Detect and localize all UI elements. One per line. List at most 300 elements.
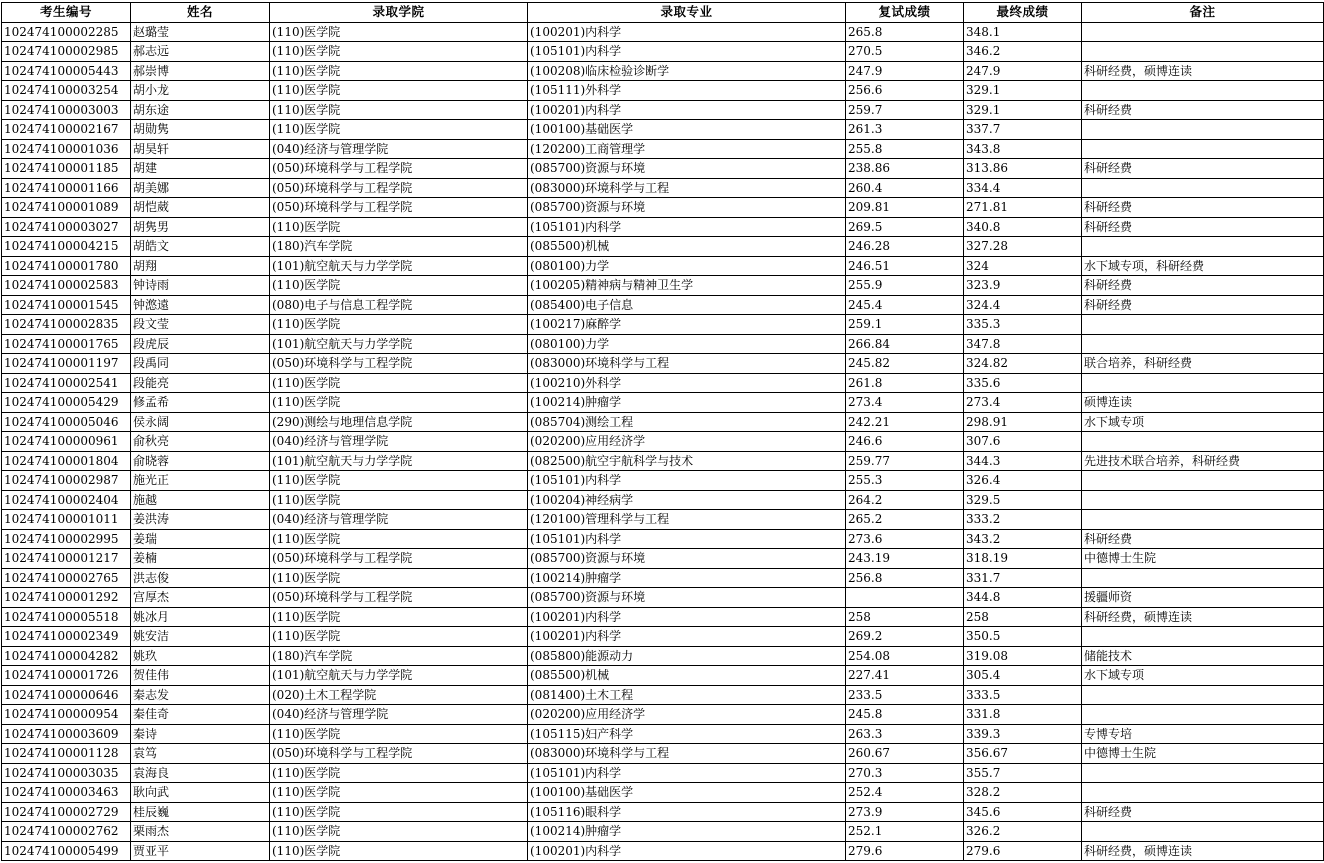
cell-college: (110)医学院 — [270, 568, 528, 588]
cell-name: 赵璐莹 — [131, 22, 270, 42]
cell-remarks — [1082, 490, 1324, 510]
cell-name: 秦佳奇 — [131, 705, 270, 725]
cell-final-score: 279.6 — [964, 841, 1082, 861]
cell-name: 段文莹 — [131, 315, 270, 335]
cell-candidate-id: 102474100001765 — [2, 334, 131, 354]
cell-name: 胡建 — [131, 159, 270, 179]
cell-major: (020200)应用经济学 — [528, 705, 846, 725]
cell-major: (100201)内科学 — [528, 100, 846, 120]
cell-name: 姜楠 — [131, 549, 270, 569]
table-row — [2, 373, 1324, 393]
cell-retest-score: 265.8 — [846, 22, 964, 42]
cell-major: (100214)肿瘤学 — [528, 822, 846, 842]
cell-candidate-id: 102474100004215 — [2, 237, 131, 257]
cell-major: (100214)肿瘤学 — [528, 568, 846, 588]
cell-candidate-id: 102474100003003 — [2, 100, 131, 120]
cell-major: (100205)精神病与精神卫生学 — [528, 276, 846, 296]
cell-retest-score: 259.77 — [846, 451, 964, 471]
cell-name: 胡东途 — [131, 100, 270, 120]
cell-retest-score: 261.3 — [846, 120, 964, 140]
cell-candidate-id: 102474100003463 — [2, 783, 131, 803]
cell-major: (083000)环境科学与工程 — [528, 744, 846, 764]
cell-final-score: 346.2 — [964, 42, 1082, 62]
cell-candidate-id: 102474100001128 — [2, 744, 131, 764]
cell-final-score: 343.8 — [964, 139, 1082, 159]
cell-college: (040)经济与管理学院 — [270, 510, 528, 530]
cell-candidate-id: 102474100000961 — [2, 432, 131, 452]
header-row — [2, 3, 1324, 23]
cell-candidate-id: 102474100002404 — [2, 490, 131, 510]
cell-candidate-id: 102474100001804 — [2, 451, 131, 471]
table-row — [2, 471, 1324, 491]
cell-remarks: 专博专培 — [1082, 724, 1324, 744]
cell-final-score: 340.8 — [964, 217, 1082, 237]
cell-name: 姜洪涛 — [131, 510, 270, 530]
cell-final-score: 326.2 — [964, 822, 1082, 842]
cell-name: 胡皓文 — [131, 237, 270, 257]
cell-candidate-id: 102474100002762 — [2, 822, 131, 842]
cell-retest-score: 255.9 — [846, 276, 964, 296]
cell-remarks — [1082, 432, 1324, 452]
cell-remarks: 科研经费，硕博连读 — [1082, 607, 1324, 627]
cell-retest-score: 266.84 — [846, 334, 964, 354]
table-row — [2, 724, 1324, 744]
cell-final-score: 335.3 — [964, 315, 1082, 335]
cell-final-score: 331.8 — [964, 705, 1082, 725]
cell-retest-score: 243.19 — [846, 549, 964, 569]
cell-remarks — [1082, 783, 1324, 803]
cell-major: (085500)机械 — [528, 666, 846, 686]
cell-retest-score: 209.81 — [846, 198, 964, 218]
cell-name: 俞晓蓉 — [131, 451, 270, 471]
cell-remarks: 科研经费 — [1082, 802, 1324, 822]
cell-remarks: 中德博士生院 — [1082, 744, 1324, 764]
cell-final-score: 307.6 — [964, 432, 1082, 452]
cell-major: (100201)内科学 — [528, 22, 846, 42]
cell-college: (050)环境科学与工程学院 — [270, 549, 528, 569]
cell-final-score: 298.91 — [964, 412, 1082, 432]
cell-final-score: 329.1 — [964, 100, 1082, 120]
cell-final-score: 343.2 — [964, 529, 1082, 549]
cell-major: (085700)资源与环境 — [528, 549, 846, 569]
table-row — [2, 685, 1324, 705]
cell-retest-score: 261.8 — [846, 373, 964, 393]
table-row — [2, 61, 1324, 81]
table-row — [2, 334, 1324, 354]
cell-college: (101)航空航天与力学学院 — [270, 256, 528, 276]
cell-remarks: 科研经费 — [1082, 295, 1324, 315]
cell-retest-score: 273.9 — [846, 802, 964, 822]
cell-major: (085700)资源与环境 — [528, 159, 846, 179]
cell-name: 贺佳伟 — [131, 666, 270, 686]
cell-candidate-id: 102474100004282 — [2, 646, 131, 666]
cell-retest-score: 265.2 — [846, 510, 964, 530]
cell-major: (083000)环境科学与工程 — [528, 178, 846, 198]
cell-remarks: 科研经费 — [1082, 217, 1324, 237]
cell-remarks — [1082, 237, 1324, 257]
cell-name: 修孟希 — [131, 393, 270, 413]
cell-final-score: 329.1 — [964, 81, 1082, 101]
cell-name: 姚安洁 — [131, 627, 270, 647]
cell-retest-score: 263.3 — [846, 724, 964, 744]
table-row — [2, 627, 1324, 647]
cell-final-score: 329.5 — [964, 490, 1082, 510]
table-row — [2, 510, 1324, 530]
table-row — [2, 159, 1324, 179]
cell-remarks: 科研经费 — [1082, 100, 1324, 120]
cell-candidate-id: 102474100002167 — [2, 120, 131, 140]
cell-major: (081400)土木工程 — [528, 685, 846, 705]
header-name: 姓名 — [131, 3, 270, 23]
cell-candidate-id: 102474100003254 — [2, 81, 131, 101]
cell-college: (110)医学院 — [270, 42, 528, 62]
cell-college: (050)环境科学与工程学院 — [270, 744, 528, 764]
cell-candidate-id: 102474100003609 — [2, 724, 131, 744]
cell-candidate-id: 102474100001197 — [2, 354, 131, 374]
cell-final-score: 271.81 — [964, 198, 1082, 218]
cell-major: (085400)电子信息 — [528, 295, 846, 315]
cell-college: (180)汽车学院 — [270, 646, 528, 666]
cell-candidate-id: 102474100001217 — [2, 549, 131, 569]
cell-major: (105101)内科学 — [528, 529, 846, 549]
table-row — [2, 451, 1324, 471]
cell-name: 胡昊轩 — [131, 139, 270, 159]
cell-name: 秦诗 — [131, 724, 270, 744]
cell-major: (020200)应用经济学 — [528, 432, 846, 452]
cell-retest-score: 269.2 — [846, 627, 964, 647]
cell-remarks: 科研经费 — [1082, 529, 1324, 549]
cell-retest-score: 246.6 — [846, 432, 964, 452]
cell-retest-score: 259.1 — [846, 315, 964, 335]
cell-major: (120200)工商管理学 — [528, 139, 846, 159]
cell-major: (085500)机械 — [528, 237, 846, 257]
cell-remarks — [1082, 510, 1324, 530]
table-row — [2, 705, 1324, 725]
cell-remarks — [1082, 178, 1324, 198]
cell-final-score: 350.5 — [964, 627, 1082, 647]
cell-college: (110)医学院 — [270, 607, 528, 627]
cell-major: (120100)管理科学与工程 — [528, 510, 846, 530]
cell-college: (080)电子与信息工程学院 — [270, 295, 528, 315]
cell-retest-score: 255.8 — [846, 139, 964, 159]
cell-candidate-id: 102474100003027 — [2, 217, 131, 237]
cell-remarks — [1082, 334, 1324, 354]
cell-retest-score — [846, 588, 964, 608]
cell-remarks: 水下域专项，科研经费 — [1082, 256, 1324, 276]
cell-retest-score: 242.21 — [846, 412, 964, 432]
cell-name: 钟滺遠 — [131, 295, 270, 315]
cell-retest-score: 252.1 — [846, 822, 964, 842]
cell-major: (100210)外科学 — [528, 373, 846, 393]
cell-remarks: 科研经费，硕博连读 — [1082, 61, 1324, 81]
cell-candidate-id: 102474100001545 — [2, 295, 131, 315]
cell-candidate-id: 102474100000954 — [2, 705, 131, 725]
cell-final-score: 344.8 — [964, 588, 1082, 608]
cell-major: (083000)环境科学与工程 — [528, 354, 846, 374]
cell-retest-score: 264.2 — [846, 490, 964, 510]
table-row — [2, 568, 1324, 588]
cell-name: 郝志远 — [131, 42, 270, 62]
cell-candidate-id: 102474100002541 — [2, 373, 131, 393]
cell-candidate-id: 102474100002285 — [2, 22, 131, 42]
cell-name: 胡美娜 — [131, 178, 270, 198]
cell-college: (050)环境科学与工程学院 — [270, 178, 528, 198]
cell-major: (105101)内科学 — [528, 763, 846, 783]
cell-remarks — [1082, 81, 1324, 101]
cell-candidate-id: 102474100002995 — [2, 529, 131, 549]
cell-name: 袁笃 — [131, 744, 270, 764]
table-row — [2, 432, 1324, 452]
cell-college: (110)医学院 — [270, 81, 528, 101]
cell-major: (100204)神经病学 — [528, 490, 846, 510]
cell-name: 袁海良 — [131, 763, 270, 783]
cell-college: (110)医学院 — [270, 373, 528, 393]
admission-results-table — [1, 2, 1324, 861]
cell-name: 侯永阔 — [131, 412, 270, 432]
table-row — [2, 198, 1324, 218]
cell-final-score: 318.19 — [964, 549, 1082, 569]
table-row — [2, 276, 1324, 296]
cell-final-score: 356.67 — [964, 744, 1082, 764]
cell-remarks — [1082, 705, 1324, 725]
cell-college: (110)医学院 — [270, 490, 528, 510]
cell-major: (100208)临床检验诊断学 — [528, 61, 846, 81]
cell-remarks: 科研经费 — [1082, 276, 1324, 296]
table-row — [2, 100, 1324, 120]
cell-retest-score: 279.6 — [846, 841, 964, 861]
cell-name: 姚冰月 — [131, 607, 270, 627]
cell-retest-score: 260.67 — [846, 744, 964, 764]
cell-name: 胡恺葳 — [131, 198, 270, 218]
cell-final-score: 347.8 — [964, 334, 1082, 354]
cell-major: (105111)外科学 — [528, 81, 846, 101]
cell-candidate-id: 102474100005429 — [2, 393, 131, 413]
cell-major: (100201)内科学 — [528, 841, 846, 861]
cell-name: 施越 — [131, 490, 270, 510]
cell-name: 施光正 — [131, 471, 270, 491]
cell-remarks — [1082, 139, 1324, 159]
cell-college: (110)医学院 — [270, 841, 528, 861]
cell-retest-score: 256.6 — [846, 81, 964, 101]
cell-college: (050)环境科学与工程学院 — [270, 159, 528, 179]
cell-college: (110)医学院 — [270, 276, 528, 296]
cell-final-score: 247.9 — [964, 61, 1082, 81]
cell-candidate-id: 102474100002985 — [2, 42, 131, 62]
cell-college: (110)医学院 — [270, 529, 528, 549]
cell-candidate-id: 102474100001089 — [2, 198, 131, 218]
cell-candidate-id: 102474100005046 — [2, 412, 131, 432]
cell-remarks — [1082, 763, 1324, 783]
cell-major: (100201)内科学 — [528, 607, 846, 627]
cell-retest-score: 254.08 — [846, 646, 964, 666]
cell-college: (110)医学院 — [270, 100, 528, 120]
cell-name: 俞秋亮 — [131, 432, 270, 452]
cell-retest-score: 252.4 — [846, 783, 964, 803]
cell-candidate-id: 102474100000646 — [2, 685, 131, 705]
table-row — [2, 42, 1324, 62]
header-candidate-id: 考生编号 — [2, 3, 131, 23]
cell-remarks — [1082, 42, 1324, 62]
cell-college: (101)航空航天与力学学院 — [270, 334, 528, 354]
cell-candidate-id: 102474100002835 — [2, 315, 131, 335]
cell-retest-score: 259.7 — [846, 100, 964, 120]
cell-name: 桂辰巍 — [131, 802, 270, 822]
table-row — [2, 588, 1324, 608]
cell-candidate-id: 102474100003035 — [2, 763, 131, 783]
cell-college: (110)医学院 — [270, 783, 528, 803]
cell-retest-score: 256.8 — [846, 568, 964, 588]
cell-college: (110)医学院 — [270, 822, 528, 842]
cell-college: (110)医学院 — [270, 763, 528, 783]
table-row — [2, 81, 1324, 101]
cell-candidate-id: 102474100005518 — [2, 607, 131, 627]
cell-final-score: 334.4 — [964, 178, 1082, 198]
cell-final-score: 258 — [964, 607, 1082, 627]
cell-final-score: 344.3 — [964, 451, 1082, 471]
cell-remarks — [1082, 22, 1324, 42]
cell-college: (290)测绘与地理信息学院 — [270, 412, 528, 432]
cell-college: (040)经济与管理学院 — [270, 705, 528, 725]
cell-name: 栗雨杰 — [131, 822, 270, 842]
cell-major: (085800)能源动力 — [528, 646, 846, 666]
cell-remarks: 储能技术 — [1082, 646, 1324, 666]
cell-final-score: 273.4 — [964, 393, 1082, 413]
cell-name: 耿向武 — [131, 783, 270, 803]
table-row — [2, 354, 1324, 374]
table-body — [2, 22, 1324, 861]
cell-remarks: 联合培养，科研经费 — [1082, 354, 1324, 374]
table-row — [2, 841, 1324, 861]
cell-final-score: 339.3 — [964, 724, 1082, 744]
cell-major: (105115)妇产科学 — [528, 724, 846, 744]
table-row — [2, 802, 1324, 822]
table-row — [2, 490, 1324, 510]
cell-candidate-id: 102474100002583 — [2, 276, 131, 296]
cell-name: 段能亮 — [131, 373, 270, 393]
cell-name: 秦志发 — [131, 685, 270, 705]
cell-major: (082500)航空宇航科学与技术 — [528, 451, 846, 471]
cell-retest-score: 247.9 — [846, 61, 964, 81]
cell-college: (101)航空航天与力学学院 — [270, 451, 528, 471]
cell-remarks: 水下域专项 — [1082, 666, 1324, 686]
table-row — [2, 822, 1324, 842]
cell-final-score: 324 — [964, 256, 1082, 276]
cell-candidate-id: 102474100005443 — [2, 61, 131, 81]
cell-college: (050)环境科学与工程学院 — [270, 588, 528, 608]
cell-candidate-id: 102474100002765 — [2, 568, 131, 588]
table-row — [2, 529, 1324, 549]
cell-final-score: 305.4 — [964, 666, 1082, 686]
cell-name: 洪志俊 — [131, 568, 270, 588]
cell-retest-score: 270.3 — [846, 763, 964, 783]
table-row — [2, 783, 1324, 803]
cell-candidate-id: 102474100001292 — [2, 588, 131, 608]
table-row — [2, 646, 1324, 666]
cell-major: (100100)基础医学 — [528, 120, 846, 140]
table-row — [2, 412, 1324, 432]
table-row — [2, 237, 1324, 257]
cell-final-score: 337.7 — [964, 120, 1082, 140]
cell-retest-score: 246.51 — [846, 256, 964, 276]
header-remarks: 备注 — [1082, 3, 1324, 23]
header-retest-score: 复试成绩 — [846, 3, 964, 23]
cell-college: (180)汽车学院 — [270, 237, 528, 257]
cell-major: (085700)资源与环境 — [528, 588, 846, 608]
cell-final-score: 327.28 — [964, 237, 1082, 257]
cell-major: (080100)力学 — [528, 256, 846, 276]
cell-college: (110)医学院 — [270, 315, 528, 335]
cell-remarks — [1082, 822, 1324, 842]
cell-final-score: 348.1 — [964, 22, 1082, 42]
cell-remarks — [1082, 471, 1324, 491]
cell-retest-score: 258 — [846, 607, 964, 627]
cell-major: (105101)内科学 — [528, 217, 846, 237]
cell-remarks — [1082, 568, 1324, 588]
cell-retest-score: 233.5 — [846, 685, 964, 705]
cell-remarks: 科研经费，硕博连读 — [1082, 841, 1324, 861]
cell-name: 胡翔 — [131, 256, 270, 276]
cell-college: (110)医学院 — [270, 120, 528, 140]
header-college: 录取学院 — [270, 3, 528, 23]
cell-major: (100217)麻醉学 — [528, 315, 846, 335]
header-final-score: 最终成绩 — [964, 3, 1082, 23]
table-row — [2, 120, 1324, 140]
cell-retest-score: 255.3 — [846, 471, 964, 491]
cell-remarks — [1082, 685, 1324, 705]
cell-college: (110)医学院 — [270, 393, 528, 413]
cell-remarks: 水下域专项 — [1082, 412, 1324, 432]
cell-major: (100100)基础医学 — [528, 783, 846, 803]
cell-major: (100214)肿瘤学 — [528, 393, 846, 413]
cell-name: 贾亚平 — [131, 841, 270, 861]
cell-name: 段禹同 — [131, 354, 270, 374]
cell-name: 胡小龙 — [131, 81, 270, 101]
cell-college: (110)医学院 — [270, 61, 528, 81]
cell-major: (105101)内科学 — [528, 42, 846, 62]
cell-remarks — [1082, 315, 1324, 335]
cell-college: (110)医学院 — [270, 802, 528, 822]
cell-college: (040)经济与管理学院 — [270, 139, 528, 159]
cell-name: 胡隽男 — [131, 217, 270, 237]
cell-retest-score: 273.4 — [846, 393, 964, 413]
cell-name: 段虎辰 — [131, 334, 270, 354]
table-row — [2, 139, 1324, 159]
table-row — [2, 178, 1324, 198]
cell-major: (085700)资源与环境 — [528, 198, 846, 218]
table-row — [2, 666, 1324, 686]
cell-name: 郝崇博 — [131, 61, 270, 81]
table-row — [2, 22, 1324, 42]
cell-remarks — [1082, 627, 1324, 647]
cell-retest-score: 270.5 — [846, 42, 964, 62]
table-row — [2, 549, 1324, 569]
cell-college: (101)航空航天与力学学院 — [270, 666, 528, 686]
cell-remarks: 援疆师资 — [1082, 588, 1324, 608]
cell-final-score: 333.2 — [964, 510, 1082, 530]
table-row — [2, 763, 1324, 783]
cell-remarks — [1082, 373, 1324, 393]
cell-candidate-id: 102474100001011 — [2, 510, 131, 530]
cell-final-score: 324.4 — [964, 295, 1082, 315]
cell-college: (050)环境科学与工程学院 — [270, 198, 528, 218]
cell-retest-score: 227.41 — [846, 666, 964, 686]
cell-major: (080100)力学 — [528, 334, 846, 354]
cell-name: 宫厚杰 — [131, 588, 270, 608]
cell-retest-score: 245.8 — [846, 705, 964, 725]
cell-final-score: 326.4 — [964, 471, 1082, 491]
cell-candidate-id: 102474100001726 — [2, 666, 131, 686]
cell-retest-score: 246.28 — [846, 237, 964, 257]
